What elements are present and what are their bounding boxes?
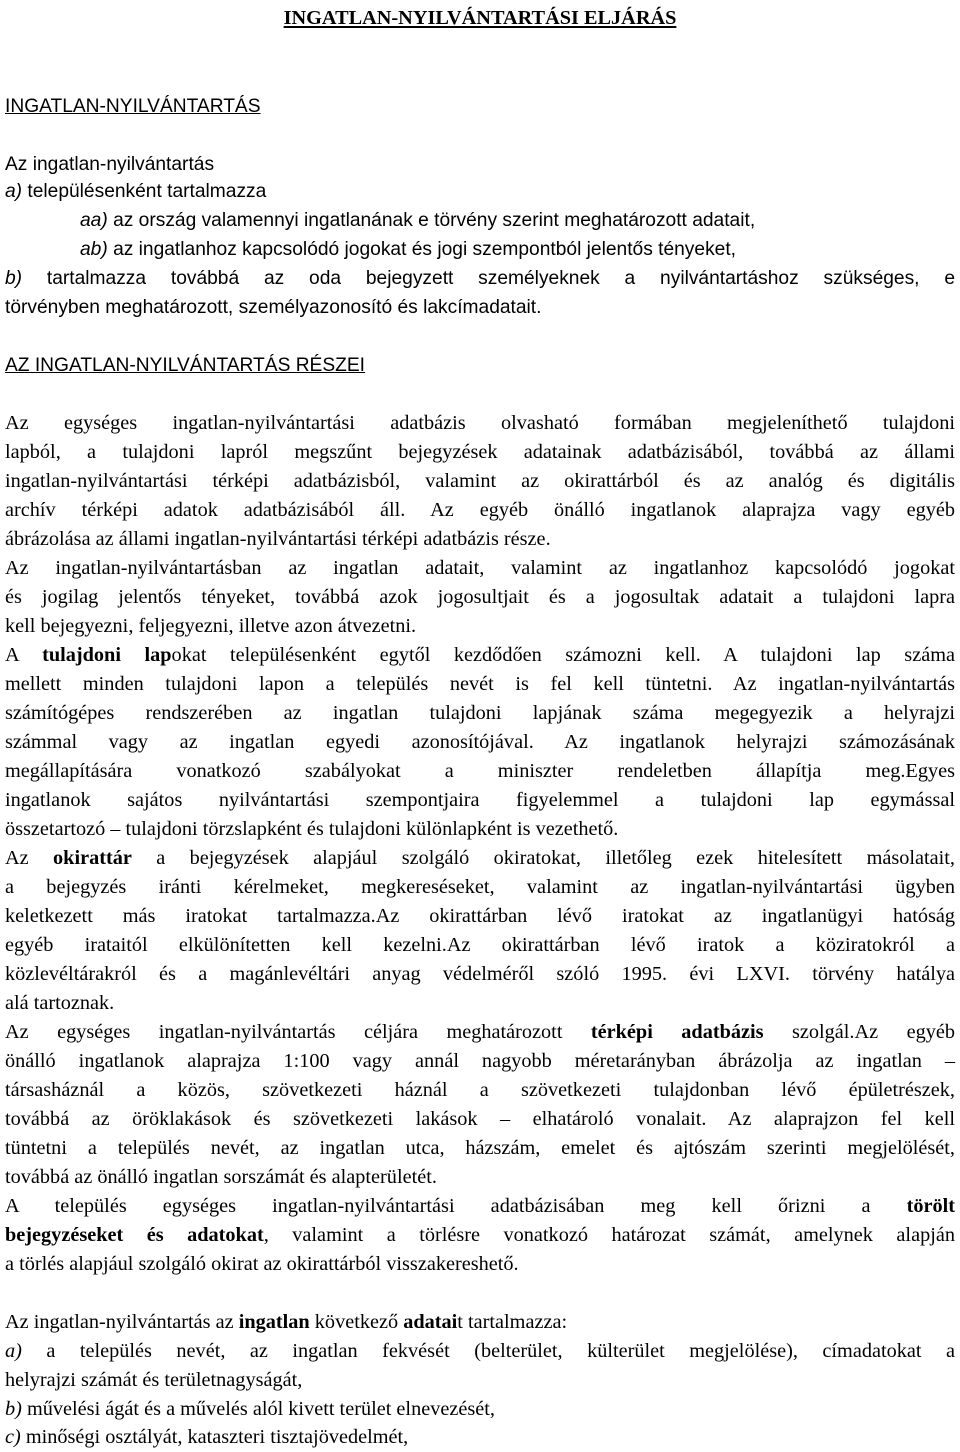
paragraph-line: Az egységes ingatlan-nyilvántartási adatbázis olvasható formában megjeleníthető tulajdoni: [5, 412, 955, 434]
paragraph-line: egyéb irataitól elkülönítetten kell kezelni.Az okirattárban lévő iratok a köziratokról a: [5, 934, 955, 956]
paragraph-line: a törlés alapjául szolgáló okirat az okirattárból visszakereshető.: [5, 1253, 519, 1275]
paragraph-line: önálló ingatlanok alaprajza 1:100 vagy annál nagyobb méretarányban ábrázolja az ingatlan –: [5, 1050, 955, 1072]
section3-intro: Az ingatlan-nyilvántartás az ingatlan következő adatait tartalmazza:: [5, 1311, 568, 1333]
section1-item-b-line2: törvényben meghatározott, személyazonosító és lakcímadatait.: [5, 297, 542, 318]
section3-item-a-line2: helyrajzi számát és területnagyságát,: [5, 1369, 303, 1391]
paragraph-line-torolt: A település egységes ingatlan-nyilvántartási adatbázisában meg kell őrizni a törölt: [5, 1195, 955, 1217]
paragraph-line: kell bejegyezni, feljegyezni, illetve azon átvezetni.: [5, 615, 417, 637]
paragraph-line-torolt-bejegyzesek: bejegyzéseket és adatokat, valamint a törlésre vonatkozó határozat számát, amelynek alapján: [5, 1224, 955, 1246]
paragraph-line: Az ingatlan-nyilvántartásban az ingatlan adatait, valamint az ingatlanhoz kapcsolódó jogokat: [5, 557, 955, 579]
paragraph-line: tüntetni a település nevét, az ingatlan utca, házszám, emelet és ajtószám szerinti megjelölését,: [5, 1137, 955, 1159]
paragraph-line: számítógépes rendszerében az ingatlan tulajdoni lapjának száma megegyezik a helyrajzi: [5, 702, 955, 724]
paragraph-line: alá tartoznak.: [5, 992, 115, 1014]
paragraph-line: számmal vagy az ingatlan egyedi azonosítójával. Az ingatlanok helyrajzi számozásának: [5, 731, 955, 753]
paragraph-line: mellett minden tulajdoni lapon a település nevét is fel kell tüntetni. Az ingatlan-nyilvántartás: [5, 673, 955, 695]
paragraph-line: továbbá az önálló ingatlan sorszámát és alapterületét.: [5, 1166, 437, 1188]
paragraph-line: és jogilag jelentős tényeket, továbbá azok jogosultjait és a jogosultak adatait a tulajdoni lapra: [5, 586, 955, 608]
paragraph-line-terkepi-adatbazis: Az egységes ingatlan-nyilvántartás céljára meghatározott térképi adatbázis szolgál.Az egyéb: [5, 1021, 955, 1043]
paragraph-line: keletkezett más iratokat tartalmazza.Az okirattárban lévő iratokat az ingatlanügyi hatóság: [5, 905, 955, 927]
section3-item-c: c) minőségi osztályát, kataszteri tisztajövedelmét,: [5, 1426, 409, 1448]
section-heading-ingatlan-nyilvantartas: INGATLAN-NYILVÁNTARTÁS: [5, 96, 261, 117]
section1-item-a: a) településenként tartalmazza: [5, 181, 267, 202]
section3-item-a-line1: a) a település nevét, az ingatlan fekvését (belterület, külterület megjelölése), címadatokat a: [5, 1340, 955, 1362]
paragraph-line: a bejegyzés iránti kérelmeket, megkereséseket, valamint az ingatlan-nyilvántartási ügyben: [5, 876, 955, 898]
section1-item-ab: ab) az ingatlanhoz kapcsolódó jogokat és jogi szempontból jelentős tényeket,: [80, 239, 736, 260]
section-heading-reszei: AZ INGATLAN-NYILVÁNTARTÁS RÉSZEI: [5, 355, 366, 376]
paragraph-line-tulajdoni-lap: A tulajdoni lapokat településenként egytől kezdődően számozni kell. A tulajdoni lap száma: [5, 644, 955, 666]
paragraph-line: ábrázolása az állami ingatlan-nyilvántartási térképi adatbázis része.: [5, 528, 551, 550]
paragraph-line: megállapítására vonatkozó szabályokat a miniszter rendeletben állapítja meg.Egyes: [5, 760, 955, 782]
paragraph-line-okirattar: Az okirattár a bejegyzések alapjául szolgáló okiratokat, illetőleg ezek hitelesített másolatait,: [5, 847, 955, 869]
paragraph-line: ingatlan-nyilvántartási térképi adatbázisból, valamint az okirattárból és az analóg és digitális: [5, 470, 955, 492]
paragraph-line: továbbá az öröklakások és szövetkezeti lakások – elhatároló vonalait. Az alaprajzon fel kell: [5, 1108, 955, 1130]
section1-intro: Az ingatlan-nyilvántartás: [5, 154, 215, 175]
paragraph-line: közlevéltárakról és a magánlevéltári anyag védelméről szóló 1995. évi LXVI. törvény hatálya: [5, 963, 955, 985]
paragraph-line: archív térképi adatok adatbázisából áll. Az egyéb önálló ingatlanok alaprajza vagy egyéb: [5, 499, 955, 521]
paragraph-line: összetartozó – tulajdoni törzslapként és tulajdoni különlapként is vezethető.: [5, 818, 619, 840]
section1-item-b-line1: b) tartalmazza továbbá az oda bejegyzett személyeknek a nyilvántartáshoz szükséges, e: [5, 268, 955, 289]
page-title: INGATLAN-NYILVÁNTARTÁSI ELJÁRÁS: [283, 7, 677, 29]
section1-item-aa: aa) az ország valamennyi ingatlanának e törvény szerint meghatározott adatait,: [80, 210, 756, 231]
paragraph-line: ingatlanok sajátos nyilvántartási szempontjaira figyelemmel a tulajdoni lap egymással: [5, 789, 955, 811]
paragraph-line: lapból, a tulajdoni lapról megszűnt bejegyzések adatainak adatbázisából, továbbá az állami: [5, 441, 955, 463]
section3-item-b: b) művelési ágát és a művelés alól kivett terület elnevezését,: [5, 1398, 495, 1420]
paragraph-line: társasháznál a közös, szövetkezeti háznál a szövetkezeti tulajdonban lévő épületrészek,: [5, 1079, 955, 1101]
